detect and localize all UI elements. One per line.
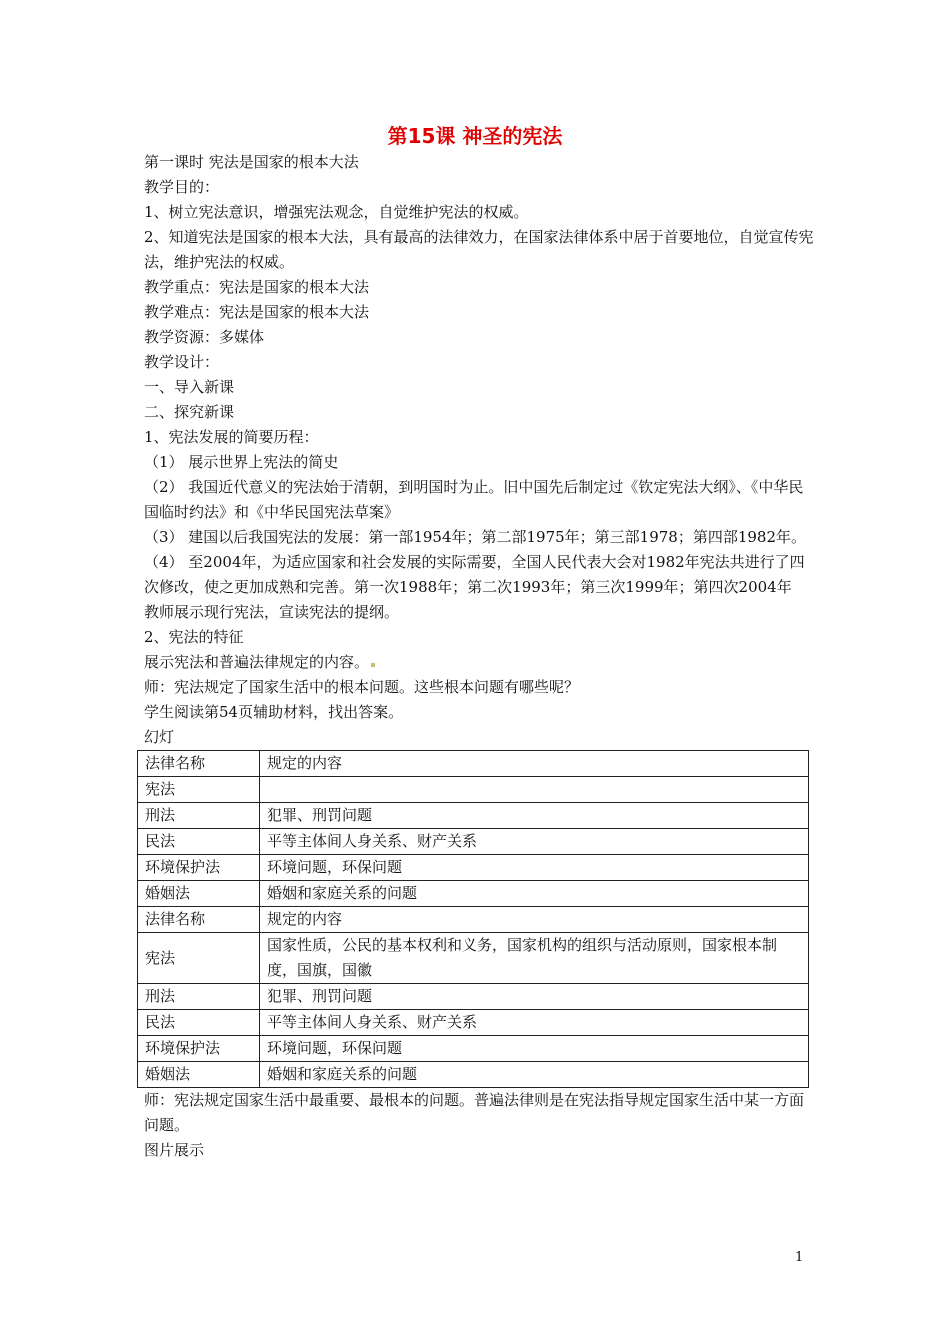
law-name-cell: 环境保护法	[138, 1036, 260, 1062]
law-name-cell: 法律名称	[138, 907, 260, 933]
paragraph: 1、树立宪法意识，增强宪法观念，自觉维护宪法的权威。	[144, 203, 529, 221]
table-row	[138, 803, 809, 829]
table-row	[138, 881, 809, 907]
law-name-cell: 宪法	[138, 777, 260, 803]
paragraph: 幻灯	[144, 728, 175, 746]
paragraph: 教学设计：	[144, 353, 220, 371]
paragraph: 教学资源：多媒体	[144, 328, 265, 346]
scan-mark	[371, 663, 375, 667]
table-row	[138, 1010, 809, 1036]
law-content-cell: 婚姻和家庭关系的问题	[260, 881, 809, 907]
paragraph: （1） 展示世界上宪法的简史	[144, 453, 339, 471]
paragraph: （3） 建国以后我国宪法的发展：第一部1954年；第二部1975年；第三部1978；第四部1982年。	[144, 528, 807, 546]
law-comparison-table	[137, 750, 809, 1088]
law-name-cell: 民法	[138, 1010, 260, 1036]
table-row	[138, 777, 809, 803]
law-name-cell: 宪法	[138, 933, 260, 984]
table-row	[138, 1036, 809, 1062]
page-number: 1	[795, 1250, 804, 1265]
law-content-cell	[260, 777, 809, 803]
law-content-cell: 犯罪、刑罚问题	[260, 803, 809, 829]
paragraph: 师：宪法规定了国家生活中的根本问题。这些根本问题有哪些呢？	[144, 678, 580, 696]
paragraph: 图片展示	[144, 1141, 205, 1159]
law-name-cell: 环境保护法	[138, 855, 260, 881]
paragraph: 教学难点：宪法是国家的根本大法	[144, 303, 370, 321]
paragraph: 教学重点：宪法是国家的根本大法	[144, 278, 370, 296]
law-content-cell: 犯罪、刑罚问题	[260, 984, 809, 1010]
table-row	[138, 933, 809, 984]
paragraph: 教学目的：	[144, 178, 220, 196]
law-content-cell: 平等主体间人身关系、财产关系	[260, 829, 809, 855]
lesson-body	[144, 150, 814, 1163]
paragraph: （2） 我国近代意义的宪法始于清朝，到明国时为止。旧中国先后制定过《钦定宪法大纲》、《中华民国临时约法》和《中华民国宪法草案》	[144, 478, 804, 521]
lesson-title: 第15课 神圣的宪法	[387, 124, 563, 148]
paragraph: （4） 至2004年，为适应国家和社会发展的实际需要，全国人民代表大会对1982年宪法共进行了四次修改，使之更加成熟和完善。第一次1988年；第二次1993年；第三次1999年；第四次2004年	[144, 553, 805, 596]
law-name-cell: 民法	[138, 829, 260, 855]
paragraph: 2、宪法的特征	[144, 628, 244, 646]
paragraph: 师：宪法规定国家生活中最重要、最根本的问题。普遍法律则是在宪法指导规定国家生活中某一方面问题。	[144, 1091, 805, 1134]
law-content-cell: 规定的内容	[260, 907, 809, 933]
paragraph	[144, 650, 814, 675]
paragraph-text: 展示宪法和普遍法律规定的内容。	[144, 653, 370, 671]
law-content-cell: 规定的内容	[260, 751, 809, 777]
paragraph: 2、知道宪法是国家的根本大法，具有最高的法律效力，在国家法律体系中居于首要地位，自觉宣传宪法，维护宪法的权威。	[144, 228, 814, 271]
law-content-cell: 国家性质，公民的基本权利和义务，国家机构的组织与活动原则，国家根本制度，国旗，国徽	[260, 933, 809, 984]
paragraph: 一、导入新课	[144, 378, 235, 396]
law-name-cell: 法律名称	[138, 751, 260, 777]
law-name-cell: 婚姻法	[138, 1062, 260, 1088]
law-content-cell: 平等主体间人身关系、财产关系	[260, 1010, 809, 1036]
law-content-cell: 婚姻和家庭关系的问题	[260, 1062, 809, 1088]
table-row	[138, 984, 809, 1010]
table-row	[138, 751, 809, 777]
law-name-cell: 婚姻法	[138, 881, 260, 907]
law-name-cell: 刑法	[138, 984, 260, 1010]
paragraph: 学生阅读第54页辅助材料，找出答案。	[144, 703, 404, 721]
table-row	[138, 855, 809, 881]
law-name-cell: 刑法	[138, 803, 260, 829]
table-row	[138, 829, 809, 855]
law-content-cell: 环境问题，环保问题	[260, 855, 809, 881]
paragraph: 教师展示现行宪法，宣读宪法的提纲。	[144, 603, 400, 621]
paragraph: 二、探究新课	[144, 403, 235, 421]
paragraph: 第一课时 宪法是国家的根本大法	[144, 153, 359, 171]
table-row	[138, 1062, 809, 1088]
paragraph: 1、宪法发展的简要历程：	[144, 428, 319, 446]
table-row	[138, 907, 809, 933]
law-content-cell: 环境问题，环保问题	[260, 1036, 809, 1062]
